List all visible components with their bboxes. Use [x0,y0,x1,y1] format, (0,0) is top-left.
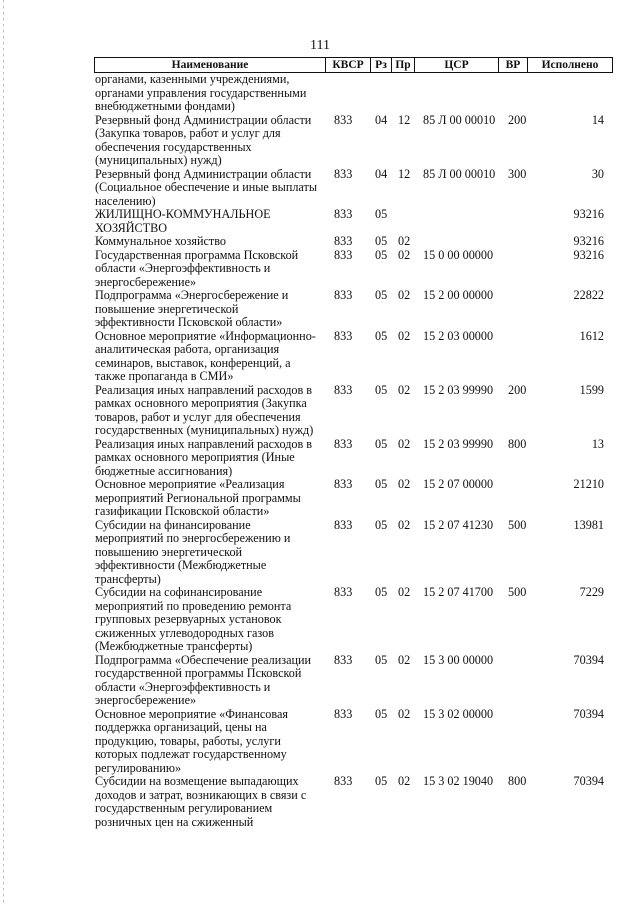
row-pr: 12 [398,166,411,181]
row-executed: 13981 [573,517,604,532]
row-pr: 02 [398,477,411,491]
row-pr: 02 [398,652,411,667]
table-row [94,114,613,168]
header-rz: Рз [371,58,392,72]
row-kvsr: 833 [334,477,353,491]
row-pr: 02 [398,328,411,343]
row-executed: 1599 [579,382,604,397]
row-kvsr: 833 [334,652,353,667]
table-row [94,438,613,479]
row-pr: 02 [398,585,411,599]
row-rz: 05 [375,652,388,667]
row-csr: 15 2 03 99990 [423,382,494,397]
row-csr: 15 0 00 00000 [423,247,494,262]
row-pr: 02 [398,382,411,397]
row-kvsr: 833 [334,382,353,397]
row-pr: 02 [398,517,411,532]
row-csr: 15 3 00 00000 [423,652,494,667]
header-vr: ВР [499,58,528,72]
table-row [94,654,613,708]
table-row [94,289,613,330]
row-vr: 200 [508,382,527,397]
row-kvsr: 833 [334,328,353,343]
row-csr: 15 2 07 00000 [423,477,494,491]
row-name: Реализация иных направлений расходов в рамках основного мероприятия (Закупка товаров, работ и услуг для обеспечения государственных (муниципальных) нужд) [95,382,314,437]
table-row [94,168,613,209]
row-executed: 70394 [573,706,604,721]
row-rz: 05 [375,234,388,248]
row-name: Основное мероприятие «Финансовая поддержка организаций, цены на продукцию, товары, работы, услуги которых подлежат государственному регулированию» [95,706,288,775]
row-vr: 500 [508,585,527,599]
row-kvsr: 833 [334,112,353,127]
row-executed: 93216 [573,207,604,221]
row-csr: 15 2 00 00000 [423,288,494,302]
row-executed: 30 [591,166,604,181]
row-name: Субсидии на финансирование мероприятий по энергосбережению и повышению энергетической эффективности (Межбюджетные трансферты) [95,517,291,586]
row-rz: 05 [375,706,388,721]
row-csr: 85 Л 00 00010 [423,112,496,127]
row-rz: 05 [375,477,388,491]
row-name: органами, казенными учреждениями, органами управления государственными внебюджетными фондами) [95,72,307,113]
row-rz: 05 [375,207,388,221]
row-pr: 02 [398,436,411,451]
row-kvsr: 833 [334,247,353,262]
row-vr: 500 [508,517,527,532]
row-rz: 04 [375,166,388,181]
table-row [94,330,613,384]
row-kvsr: 833 [334,517,353,532]
table-row [94,708,613,776]
row-executed: 14 [591,112,604,127]
row-name: Коммунальное хозяйство [95,234,226,248]
table-row [94,384,613,438]
row-executed: 13 [591,436,604,451]
page-number: 111 [310,38,330,53]
row-pr: 02 [398,234,411,248]
row-executed: 7229 [579,585,604,599]
header-csr: ЦСР [415,58,499,72]
table-row [94,249,613,290]
row-kvsr: 833 [334,436,353,451]
header-name: Наименование [95,58,326,72]
row-rz: 04 [375,112,388,127]
row-name: Реализация иных направлений расходов в рамках основного мероприятия (Иные бюджетные ассигнования) [95,436,313,478]
row-kvsr: 833 [334,207,353,221]
row-csr: 15 3 02 19040 [423,774,494,788]
row-csr: 15 3 02 00000 [423,706,494,721]
table-body [94,73,613,829]
row-name: Резервный фонд Администрации области (Социальное обеспечение и иные выплаты населению) [95,166,318,208]
row-executed: 93216 [573,234,604,248]
row-pr: 02 [398,706,411,721]
row-vr: 800 [508,774,527,788]
row-kvsr: 833 [334,166,353,181]
row-pr: 02 [398,774,411,788]
table-row [94,208,613,235]
row-pr: 02 [398,247,411,262]
row-kvsr: 833 [334,234,353,248]
table-row [94,775,613,829]
row-kvsr: 833 [334,774,353,788]
table-row [94,586,613,654]
row-name: Государственная программа Псковской области «Энергоэффективность и энергосбережение» [95,247,299,289]
row-rz: 05 [375,247,388,262]
header-kvsr: КВСР [326,58,371,72]
row-name: Подпрограмма «Обеспечение реализации государственной программы Псковской области «Энергоэффективность и энергосбережение» [95,652,312,707]
scan-edge-dots [3,0,4,905]
row-name: Субсидии на возмещение выпадающих доходов и затрат, возникающих в связи с государственным регулированием розничных цен на сжиженный [95,774,307,829]
header-executed: Исполнено [541,59,599,71]
row-kvsr: 833 [334,706,353,721]
row-name: Субсидии на софинансирование мероприятий по проведению ремонта групповых резервуарных установок сжиженных углеводородных газов (Межбюджетные трансферты) [95,585,292,653]
row-executed: 22822 [573,288,604,302]
table-header [94,57,613,73]
row-kvsr: 833 [334,288,353,302]
row-vr: 300 [508,166,527,181]
table-row [94,478,613,519]
row-rz: 05 [375,436,388,451]
row-name: ЖИЛИЩНО-КОММУНАЛЬНОЕ ХОЗЯЙСТВО [95,207,271,235]
table-row [94,519,613,587]
row-pr: 02 [398,288,411,302]
row-rz: 05 [375,328,388,343]
row-executed: 70394 [573,652,604,667]
row-rz: 05 [375,288,388,302]
row-csr: 15 2 07 41230 [423,517,494,532]
table-row [94,235,613,249]
row-csr: 85 Л 00 00010 [423,166,496,181]
row-csr: 15 2 03 00000 [423,328,494,343]
row-csr: 15 2 03 99990 [423,436,494,451]
row-name: Резервный фонд Администрации области (Закупка товаров, работ и услуг для обеспечения государственных (муниципальных) нужд) [95,112,312,167]
row-pr: 12 [398,112,411,127]
row-rz: 05 [375,774,388,788]
row-rz: 05 [375,585,388,599]
row-executed: 21210 [573,477,604,491]
row-executed: 1612 [579,328,604,343]
row-kvsr: 833 [334,585,353,599]
row-executed: 93216 [573,247,604,262]
row-name: Основное мероприятие «Реализация мероприятий Региональной программы газификации Псковской области» [95,477,301,518]
row-vr: 200 [508,112,527,127]
row-executed: 70394 [573,774,604,788]
row-rz: 05 [375,382,388,397]
row-csr: 15 2 07 41700 [423,585,494,599]
row-rz: 05 [375,517,388,532]
table-row [94,73,613,114]
row-name: Подпрограмма «Энергосбережение и повышение энергетической эффективности Псковской области» [95,288,289,329]
row-name: Основное мероприятие «Информационно-аналитическая работа, организация семинаров, выставок, конференций, а также пропаганда в СМИ» [95,328,316,383]
row-vr: 800 [508,436,527,451]
header-pr: Пр [392,58,415,72]
